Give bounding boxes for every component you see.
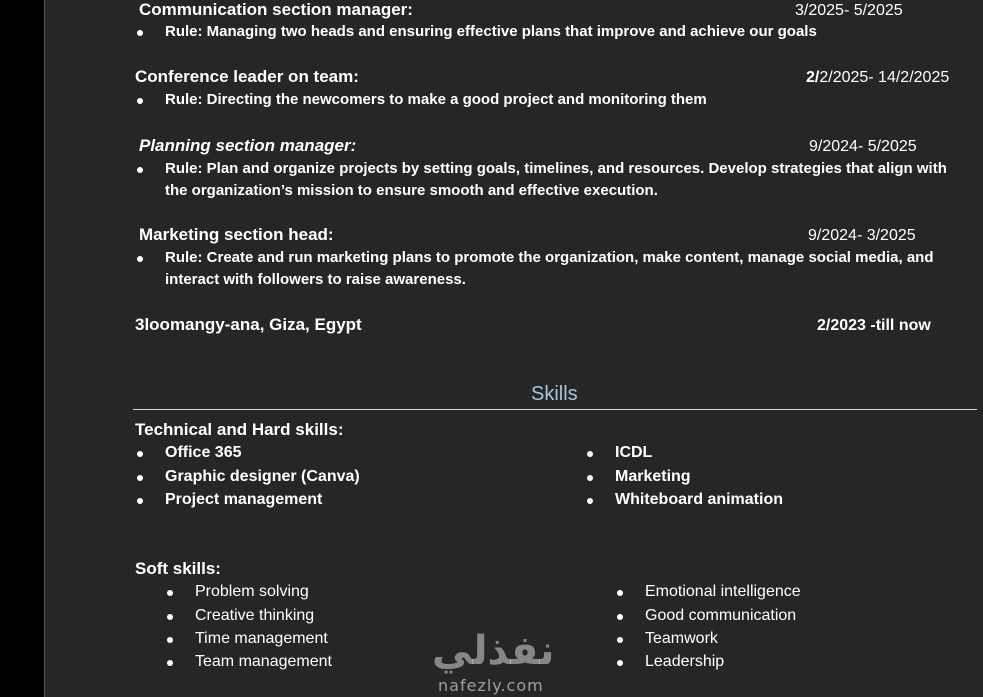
watermark-logo-arabic: نفذلي <box>432 628 555 674</box>
role-rule-marketing-line2: interact with followers to raise awareness. <box>165 271 466 288</box>
page-left-margin <box>0 0 45 697</box>
soft-skills-label: Soft skills: <box>135 559 221 578</box>
bullet-icon <box>587 498 593 504</box>
soft-skill-item: Good communication <box>645 607 797 624</box>
technical-skill-item: Graphic designer (Canva) <box>165 468 360 485</box>
bullet-icon <box>167 637 173 643</box>
soft-skill-item: Problem solving <box>195 583 309 600</box>
role-rule-planning-line1: Rule: Plan and organize projects by setting goals, timelines, and resources. Develop strategies that align with <box>165 160 947 177</box>
bullet-icon <box>617 660 623 666</box>
bullet-icon <box>617 614 623 620</box>
bullet-icon <box>167 660 173 666</box>
technical-skills-label: Technical and Hard skills: <box>135 420 344 439</box>
bullet-icon <box>137 256 143 262</box>
technical-skill-item: ICDL <box>615 444 653 461</box>
skills-heading: Skills <box>531 383 578 405</box>
soft-skill-item: Teamwork <box>645 630 718 647</box>
bullet-icon <box>167 614 173 620</box>
role-title-planning: Planning section manager: <box>139 136 357 155</box>
role-title-communication: Communication section manager: <box>139 0 413 19</box>
watermark-logo-latin: nafezly.com <box>438 676 544 695</box>
role-date-conference: 2/2/2025- 14/2/2025 <box>806 69 950 86</box>
technical-skill-item: Whiteboard animation <box>615 491 783 508</box>
bullet-icon <box>137 498 143 504</box>
bullet-icon <box>137 451 143 457</box>
bullet-icon <box>587 451 593 457</box>
bullet-icon <box>587 475 593 481</box>
bullet-icon <box>617 590 623 596</box>
bullet-icon <box>137 167 143 173</box>
technical-skill-item: Office 365 <box>165 444 242 461</box>
soft-skill-item: Time management <box>195 630 328 647</box>
role-rule-marketing-line1: Rule: Create and run marketing plans to promote the organization, make content, manage social media, and <box>165 249 934 266</box>
role-rule-communication: Rule: Managing two heads and ensuring effective plans that improve and achieve our goals <box>165 23 817 40</box>
bullet-icon <box>137 98 143 104</box>
organization-date: 2/2023 -till now <box>817 317 931 334</box>
role-date-marketing: 9/2024- 3/2025 <box>808 227 916 244</box>
bullet-icon <box>617 637 623 643</box>
bullet-icon <box>137 30 143 36</box>
role-date-planning: 9/2024- 5/2025 <box>809 138 917 155</box>
role-title-conference: Conference leader on team: <box>135 67 359 86</box>
bullet-icon <box>137 475 143 481</box>
soft-skill-item: Team management <box>195 653 332 670</box>
role-title-marketing: Marketing section head: <box>139 225 334 244</box>
role-rule-conference: Rule: Directing the newcomers to make a good project and monitoring them <box>165 91 707 108</box>
soft-skill-item: Creative thinking <box>195 607 315 624</box>
bullet-icon <box>167 590 173 596</box>
organization-name: 3loomangy-ana, Giza, Egypt <box>135 315 362 334</box>
role-rule-planning-line2: the organization’s mission to ensure smooth and effective execution. <box>165 182 658 199</box>
skills-divider <box>133 409 977 410</box>
role-date-communication: 3/2025- 5/2025 <box>795 2 903 19</box>
technical-skill-item: Marketing <box>615 468 691 485</box>
soft-skill-item: Leadership <box>645 653 725 670</box>
technical-skill-item: Project management <box>165 491 323 508</box>
document-page <box>46 0 983 697</box>
soft-skill-item: Emotional intelligence <box>645 583 801 600</box>
